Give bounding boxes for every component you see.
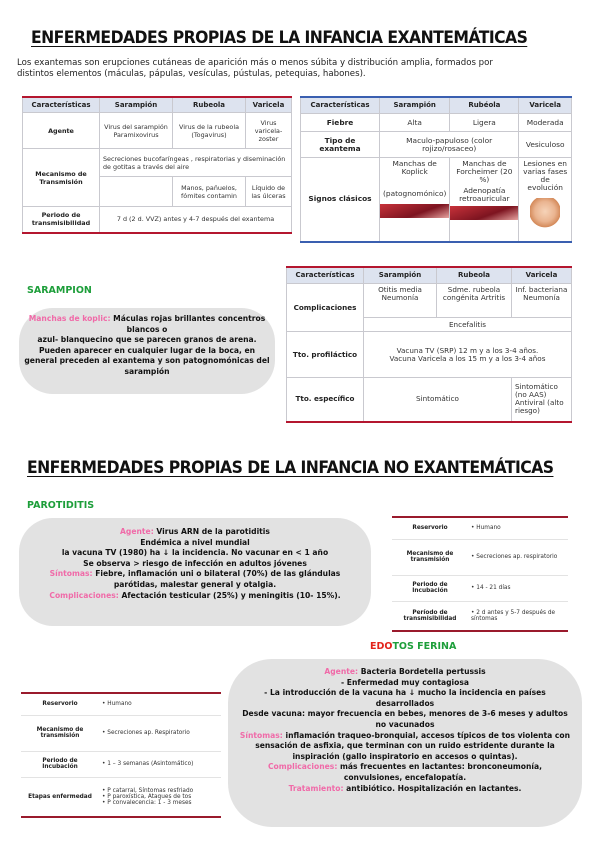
sintomas-text: inflamación traqueo-bronquial, accesos típicos de tos violenta con sensación de asfixia, que terminan con un ruido estridente durante la inspiración (gallo inspiratorio en accesos o quintas). — [255, 730, 571, 761]
table-header: Características — [287, 267, 364, 284]
agente-label: Agente: — [120, 527, 154, 536]
table-cell — [380, 158, 450, 242]
koplik-text-2: azul- blanquecino que se parecen granos de arena. Pueden aparecer en cualquier lugar de la boca, en general preceden al exantema y son patognomónicas del sarampión — [24, 335, 270, 376]
complicaciones-text: más frecuentes en lactantes: bronconeumonía, convulsiones, encefalopatía. — [340, 762, 543, 782]
table-cell: • 14 - 21 días — [468, 575, 568, 601]
treatment-line: Sintomático (no AAS) — [515, 382, 558, 400]
table-cell — [100, 177, 173, 207]
table-header: Sarampión — [100, 97, 173, 113]
table-cell — [99, 777, 221, 817]
table-header: Sarampión — [364, 267, 437, 284]
row-label: Período de transmisibilidad — [392, 601, 468, 631]
table-header: Rubeola — [437, 267, 512, 284]
tratamiento-text: antibiótico. Hospitalización en lactantes. — [346, 783, 522, 793]
row-label: Agente — [23, 113, 100, 149]
table-header: Características — [23, 97, 100, 113]
tosferina-table — [21, 692, 221, 818]
tosferina-label: TOS FERINA — [392, 641, 457, 652]
prophylaxis-line: Vacuna TV (SRP) 12 m y a los 3-4 años. — [396, 345, 539, 355]
tosferina-heading — [370, 641, 456, 652]
table-cell: Manos, pañuelos, fómites contamin — [173, 177, 246, 207]
row-label: Periodo de transmisibilidad — [23, 207, 100, 233]
table-cell: • Humano — [468, 517, 568, 539]
agente-label: Agente: — [324, 667, 359, 676]
table-header: Rubéola — [450, 97, 519, 114]
row-label: Fiebre — [301, 114, 380, 132]
signs-text: Manchas de Forcheimer (20 %) — [456, 159, 513, 184]
koplik-text: Máculas rojas brillantes concentros blancos o — [113, 314, 266, 334]
tratamiento-label: Tratamiento: — [288, 783, 344, 793]
sarampion-info-bubble — [19, 308, 275, 394]
info-line: Endémica a nivel mundial — [140, 537, 250, 547]
treatment-line: Antiviral (alto riesgo) — [515, 398, 564, 416]
stage-item: • P catarral, Síntomas resfriado — [102, 787, 194, 794]
signs-text: Manchas de Koplick — [392, 159, 437, 176]
row-label: Periodo de Incubación — [21, 751, 99, 777]
complicaciones-label: Complicaciones: — [267, 762, 338, 772]
section-title-exantematicas: ENFERMEDADES PROPIAS DE LA INFANCIA EXANTEMÁTICAS — [31, 28, 528, 48]
sintomas-text: Fiebre, inflamación uni o bilateral (70%) de las glándulas parótidas, malestar general y otalgia. — [95, 569, 341, 589]
table-cell — [512, 378, 572, 422]
tosferina-info-bubble — [228, 659, 582, 827]
complicaciones-text: Afectación testicular (25%) y meningitis (10- 15%). — [121, 590, 341, 600]
varicela-child-photo — [530, 198, 560, 228]
sarampion-heading: SARAMPION — [27, 285, 92, 296]
table-cell: Líquido de las úlceras — [246, 177, 292, 207]
table-cell — [364, 332, 572, 378]
table-cell: Virus de la rubeola (Togavirus) — [173, 113, 246, 149]
stage-item: • P paroxística, Ataques de tos — [102, 793, 192, 800]
forcheimer-spots-photo — [450, 206, 518, 220]
table-cell: • 1 – 3 semanas (Asintomático) — [99, 751, 221, 777]
row-label: Signos clásicos — [301, 158, 380, 242]
koplik-spots-photo — [380, 204, 449, 218]
agente-text: Bacteria Bordetella pertussis — [360, 667, 486, 676]
table-cell: Sdme. rubeola congénita Artritis — [437, 284, 512, 318]
prophylaxis-line: Vacuna Varicela a los 15 m y a los 3-4 años — [389, 353, 546, 363]
parotiditis-info-bubble — [19, 518, 371, 626]
sintomas-label: Síntomas: — [239, 730, 283, 740]
info-line: la vacuna TV (1980) ha ↓ la incidencia. No vacunar en < 1 año — [61, 548, 329, 558]
parotiditis-heading: PAROTIDITIS — [27, 500, 95, 511]
table-header: Rubeola — [173, 97, 246, 113]
table-cell: • Humano — [99, 693, 221, 715]
table-header: Varicela — [519, 97, 572, 114]
row-label: Tto. específico — [287, 378, 364, 422]
row-label: Tto. profiláctico — [287, 332, 364, 378]
comparison-table-treatment — [286, 266, 572, 423]
comparison-table-transmission — [22, 96, 292, 234]
stage-item: • P convalecencia: 1 - 3 meses — [102, 799, 192, 806]
signs-text: Lesiones en varias fases de evolución — [523, 159, 568, 192]
table-cell — [450, 158, 519, 242]
table-header: Varicela — [246, 97, 292, 113]
row-label: Mecanismo de Transmisión — [23, 149, 100, 207]
row-label: Periodo de Incubación — [392, 575, 468, 601]
info-line: - Enfermedad muy contagiosa — [341, 677, 469, 687]
table-cell: Maculo-papuloso (color rojizo/rosaceo) — [380, 132, 519, 158]
table-cell: Otitis media Neumonía — [364, 284, 437, 318]
table-cell: Moderada — [519, 114, 572, 132]
row-label: Reservorio — [21, 693, 99, 715]
agente-text: Virus ARN de la parotiditis — [156, 527, 270, 536]
complicaciones-label: Complicaciones: — [49, 590, 119, 600]
signs-text: (patognomónico) — [383, 189, 447, 198]
table-header: Características — [301, 97, 380, 114]
table-cell: Secreciones bucofaríngeas , respiratorias y diseminación de gotitas a través del aire — [100, 149, 292, 177]
section-title-no-exantematicas: ENFERMEDADES PROPIAS DE LA INFANCIA NO EXANTEMÁTICAS — [27, 458, 554, 478]
table-cell: Ligera — [450, 114, 519, 132]
table-cell: • 2 d antes y 5-7 después de síntomas — [468, 601, 568, 631]
parotiditis-table — [392, 516, 568, 632]
comparison-table-signs — [300, 96, 572, 243]
row-label: Tipo de exantema — [301, 132, 380, 158]
koplik-label: Manchas de koplic: — [28, 314, 111, 323]
table-cell: Sintomático — [364, 378, 512, 422]
row-label: Etapas enfermedad — [21, 777, 99, 817]
table-cell — [519, 158, 572, 242]
intro-paragraph: Los exantemas son erupciones cutáneas de aparición más o menos súbita y distribución amplia, formados por distintos elementos (máculas, pápulas, vesículas, pústulas, petequias, habones). — [17, 58, 493, 79]
edo-label: EDO — [370, 641, 393, 652]
table-header: Sarampión — [380, 97, 450, 114]
row-label: Complicaciones — [287, 284, 364, 332]
sintomas-label: Síntomas: — [49, 569, 93, 579]
table-cell: Inf. bacteriana Neumonía — [512, 284, 572, 318]
table-cell: Virus del sarampión Paramixovirus — [100, 113, 173, 149]
table-header: Varicela — [512, 267, 572, 284]
signs-text: Adenopatía retroauricular — [459, 186, 510, 203]
info-line: Se observa > riesgo de infección en adultos jóvenes — [83, 558, 307, 568]
table-cell: Encefalitis — [364, 318, 572, 332]
table-cell: • Secreciones ap. respiratorio — [468, 539, 568, 575]
row-label: Mecanismo de transmisión — [392, 539, 468, 575]
table-cell: 7 d (2 d. VVZ) antes y 4-7 después del exantema — [100, 207, 292, 233]
row-label: Mecanismo de transmisión — [21, 715, 99, 751]
row-label: Reservorio — [392, 517, 468, 539]
info-line: Desde vacuna: mayor frecuencia en bebes, menores de 3-6 meses y adultos no vacunados — [242, 709, 568, 729]
table-cell: Alta — [380, 114, 450, 132]
table-cell: Virus varicela-zoster — [246, 113, 292, 149]
info-line: - La introducción de la vacuna ha ↓ mucho la incidencia en países desarrollados — [264, 688, 546, 708]
table-cell: Vesiculoso — [519, 132, 572, 158]
table-cell: • Secreciones ap. Respiratorio — [99, 715, 221, 751]
